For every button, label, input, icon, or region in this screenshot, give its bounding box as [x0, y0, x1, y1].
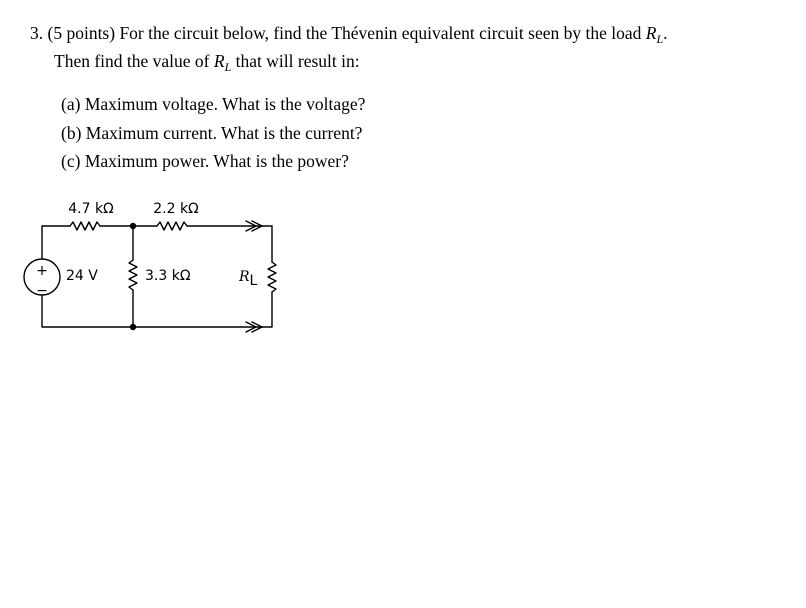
resistor-load-symbol [268, 262, 276, 292]
problem-points: (5 points) [47, 23, 116, 43]
problem-line2-end: that will result in: [235, 51, 360, 71]
load-symbol-inline: $R_L$ [645, 23, 664, 46]
wire-bottom [42, 296, 262, 327]
sub-question-text: Maximum voltage. What is the voltage? [84, 94, 366, 114]
resistor-3-3k-symbol [129, 260, 137, 290]
problem-line2-start: Then find the value of [54, 51, 210, 71]
problem-number: 3. [30, 23, 44, 43]
sentence-end: . [663, 23, 668, 43]
source-plus-sign: + [36, 263, 48, 279]
wire-load-top [262, 226, 272, 262]
source-voltage-label: 24 V [66, 268, 98, 284]
resistor-4-7k-label: 4.7 kΩ [68, 201, 114, 217]
sub-question-label: (b) [61, 122, 82, 143]
sub-question-text: Maximum power. What is the power? [84, 151, 349, 171]
problem-intro: For the circuit below, find the Thévenin equivalent circuit seen by the load [119, 23, 642, 43]
load-resistor-label: RL [239, 269, 258, 289]
wire-load-bottom [262, 292, 272, 327]
resistor-2-2k-label: 2.2 kΩ [153, 201, 199, 217]
resistor-3-3k-label: 3.3 kΩ [145, 268, 191, 284]
sub-question-label: (c) [61, 151, 81, 171]
resistor-4-7k-symbol [70, 222, 100, 230]
wire-top-left [42, 226, 70, 258]
load-symbol-inline-2: $R_L$ [213, 51, 232, 74]
resistor-2-2k-symbol [157, 222, 187, 230]
junction-node-top [130, 223, 136, 229]
source-minus-sign: − [36, 283, 48, 299]
sub-question-text: Maximum current. What is the current? [85, 122, 363, 143]
junction-node-bottom [130, 324, 136, 330]
sub-question-label: (a) [61, 94, 81, 114]
